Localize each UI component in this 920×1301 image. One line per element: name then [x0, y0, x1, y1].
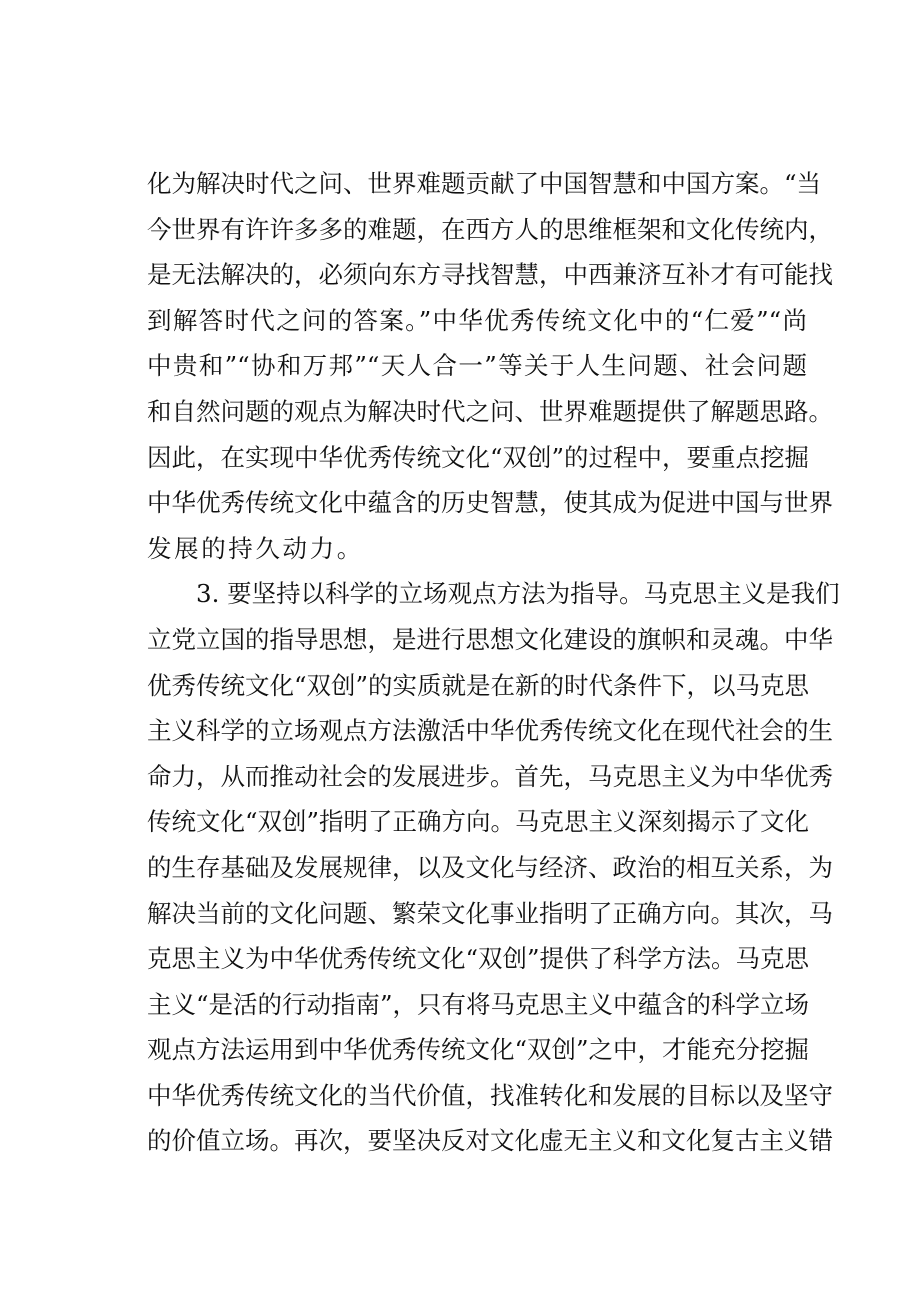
- text-line: 是无法解决的，必须向东方寻找智慧，中西兼济互补才有可能找: [147, 260, 833, 290]
- body-text: [147, 161, 840, 1164]
- text-line: 解决当前的文化问题、繁荣文化事业指明了正确方向。其次，马: [147, 898, 833, 928]
- text-line: 化为解决时代之问、世界难题贡献了中国智慧和中国方案。“当: [147, 169, 822, 198]
- text-line: 观点方法运用到中华优秀传统文化“双创”之中，才能充分挖掘: [147, 1035, 810, 1065]
- text-line: 立党立国的指导思想，是进行思想文化建设的旗帜和灵魂。中华: [147, 624, 833, 654]
- text-line: 和自然问题的观点为解决时代之问、世界难题提供了解题思路。: [147, 396, 833, 426]
- text-line: 传统文化“双创”指明了正确方向。马克思主义深刻揭示了文化: [147, 807, 810, 837]
- text-line: 中华优秀传统文化的当代价值，找准转化和发展的目标以及坚守: [147, 1080, 833, 1110]
- text-line: 的生存基础及发展规律，以及文化与经济、政治的相互关系，为: [147, 852, 833, 882]
- text-line: 命力，从而推动社会的发展进步。首先，马克思主义为中华优秀: [147, 761, 833, 791]
- paragraph-first-line: 3. 要坚持以科学的立场观点方法为指导。马克思主义是我们: [196, 579, 840, 609]
- text-line: 主义科学的立场观点方法激活中华优秀传统文化在现代社会的生: [147, 716, 833, 746]
- text-line: 主义“是活的行动指南”，只有将马克思主义中蕴含的科学立场: [147, 989, 810, 1019]
- text-line: 今世界有许许多多的难题，在西方人的思维框架和文化传统内，: [147, 214, 833, 244]
- text-line: 优秀传统文化“双创”的实质就是在新的时代条件下，以马克思: [147, 670, 810, 700]
- text-line: 中贵和”“协和万邦”“天人合一”等关于人生问题、社会问题: [147, 351, 807, 381]
- text-line: 的价值立场。再次，要坚决反对文化虚无主义和文化复古主义错: [147, 1126, 833, 1156]
- text-line: 克思主义为中华优秀传统文化“双创”提供了科学方法。马克思: [147, 944, 810, 974]
- text-line: 中华优秀传统文化中蕴含的历史智慧，使其成为促进中国与世界: [147, 488, 833, 518]
- text-line: 因此，在实现中华优秀传统文化“双创”的过程中，要重点挖掘: [147, 442, 810, 472]
- paragraph-end-line: 发展的持久动力。: [147, 533, 364, 563]
- text-line: 到解答时代之问的答案。”中华优秀传统文化中的“仁爱”“尚: [147, 305, 807, 335]
